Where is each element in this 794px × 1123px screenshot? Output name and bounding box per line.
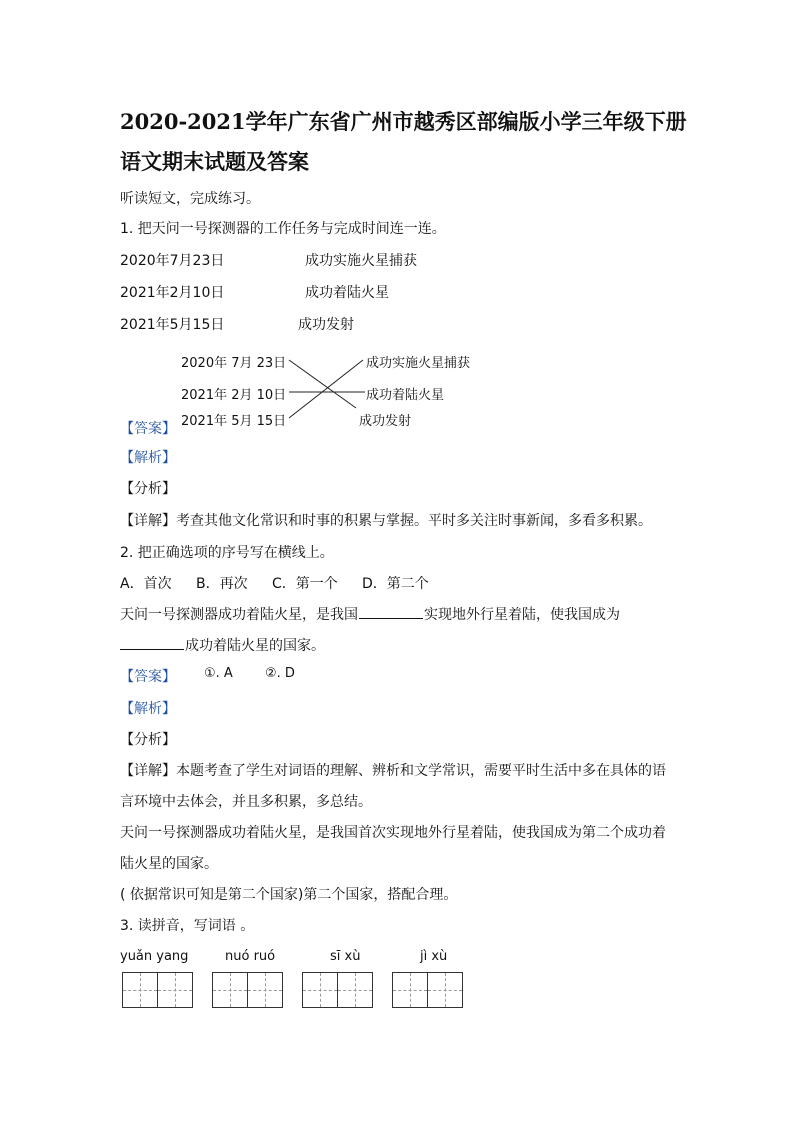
q2-answer-1: ①. A xyxy=(204,666,233,681)
q2-sentence-b: 实现地外行星着陆，使我国成为 xyxy=(424,607,620,623)
q2-analysis-tag: 【解析】 xyxy=(120,701,176,717)
q2-full-line1: 天问一号探测器成功着陆火星，是我国首次实现地外行星着陆，使我国成为第二个成功着 xyxy=(120,825,666,841)
q3-pinyin-1: yuǎn yang xyxy=(120,949,189,964)
q2-sentence-line2 xyxy=(120,635,325,655)
q2-fenxi-tag: 【分析】 xyxy=(120,732,176,748)
page-title: 2020-2021学年广东省广州市越秀区部编版小学三年级下册 xyxy=(120,109,687,134)
q3-prompt: 3. 读拼音，写词语 。 xyxy=(120,918,255,934)
q2-detail-text-1: 本题考查了学生对词语的理解、辨析和文学常识，需要平时生活中多在具体的语 xyxy=(176,763,666,779)
diagram-task-1: 成功实施火星捕获 xyxy=(366,356,471,371)
q3-pinyin-2: nuó ruó xyxy=(225,949,276,964)
q1-date-1: 2020年7月23日 xyxy=(120,253,225,269)
diagram-date-2: 2021年 2月 10日 xyxy=(181,388,287,403)
match-line-1 xyxy=(289,360,356,408)
q2-sentence-line1 xyxy=(120,604,620,624)
q2-sentence-a: 天问一号探测器成功着陆火星，是我国 xyxy=(120,607,358,623)
q2-detail-tag: 【详解】 xyxy=(120,763,176,779)
q2-option-b: B．再次 xyxy=(196,576,248,592)
q1-fenxi-tag: 【分析】 xyxy=(120,481,176,497)
q2-prompt: 2. 把正确选项的序号写在横线上。 xyxy=(120,545,334,561)
diagram-task-3: 成功发射 xyxy=(359,414,412,429)
q1-task-2: 成功着陆火星 xyxy=(305,285,389,301)
q1-date-3: 2021年5月15日 xyxy=(120,317,225,333)
q2-answer-tag: 【答案】 xyxy=(120,669,176,685)
q2-option-d: D．第二个 xyxy=(362,576,429,592)
q1-task-3: 成功发射 xyxy=(298,317,354,333)
q2-detail-line2: 言环境中去体会，并且多积累，多总结。 xyxy=(120,794,372,810)
q3-pinyin-3: sī xù xyxy=(330,949,361,964)
diagram-date-1: 2020年 7月 23日 xyxy=(181,356,287,371)
q1-detail-text: 考查其他文化常识和时事的积累与掌握。平时多关注时事新闻，多看多积累。 xyxy=(176,513,652,529)
intro-text: 听读短文，完成练习。 xyxy=(120,191,260,207)
q1-task-1: 成功实施火星捕获 xyxy=(305,253,417,269)
q3-writing-box-1[interactable] xyxy=(122,972,193,1008)
q3-writing-box-3[interactable] xyxy=(302,972,373,1008)
q2-blank-1[interactable] xyxy=(359,604,423,619)
q2-detail-line1 xyxy=(120,760,666,780)
q3-writing-box-2[interactable] xyxy=(212,972,283,1008)
match-line-3 xyxy=(289,360,363,418)
page-title-line2: 语文期末试题及答案 xyxy=(120,149,309,174)
q2-option-a: A．首次 xyxy=(120,576,172,592)
q1-detail-tag: 【详解】 xyxy=(120,513,176,529)
q3-pinyin-4: jì xù xyxy=(420,949,448,964)
q1-answer-tag: 【答案】 xyxy=(120,421,176,437)
q1-analysis-tag: 【解析】 xyxy=(120,450,176,466)
q1-detail xyxy=(120,510,652,530)
q2-blank-2[interactable] xyxy=(120,635,184,650)
q1-prompt: 1. 把天问一号探测器的工作任务与完成时间连一连。 xyxy=(120,221,446,237)
q3-writing-box-4[interactable] xyxy=(392,972,463,1008)
q2-answer-2: ②. D xyxy=(265,666,295,681)
diagram-task-2: 成功着陆火星 xyxy=(366,388,445,403)
q2-option-c: C．第一个 xyxy=(272,576,338,592)
q1-date-2: 2021年2月10日 xyxy=(120,285,225,301)
q2-sentence-c: 成功着陆火星的国家。 xyxy=(185,638,325,654)
q2-note: ( 依据常识可知是第二个国家)第二个国家，搭配合理。 xyxy=(120,887,458,903)
q2-full-line2: 陆火星的国家。 xyxy=(120,856,218,872)
diagram-date-3: 2021年 5月 15日 xyxy=(181,414,287,429)
